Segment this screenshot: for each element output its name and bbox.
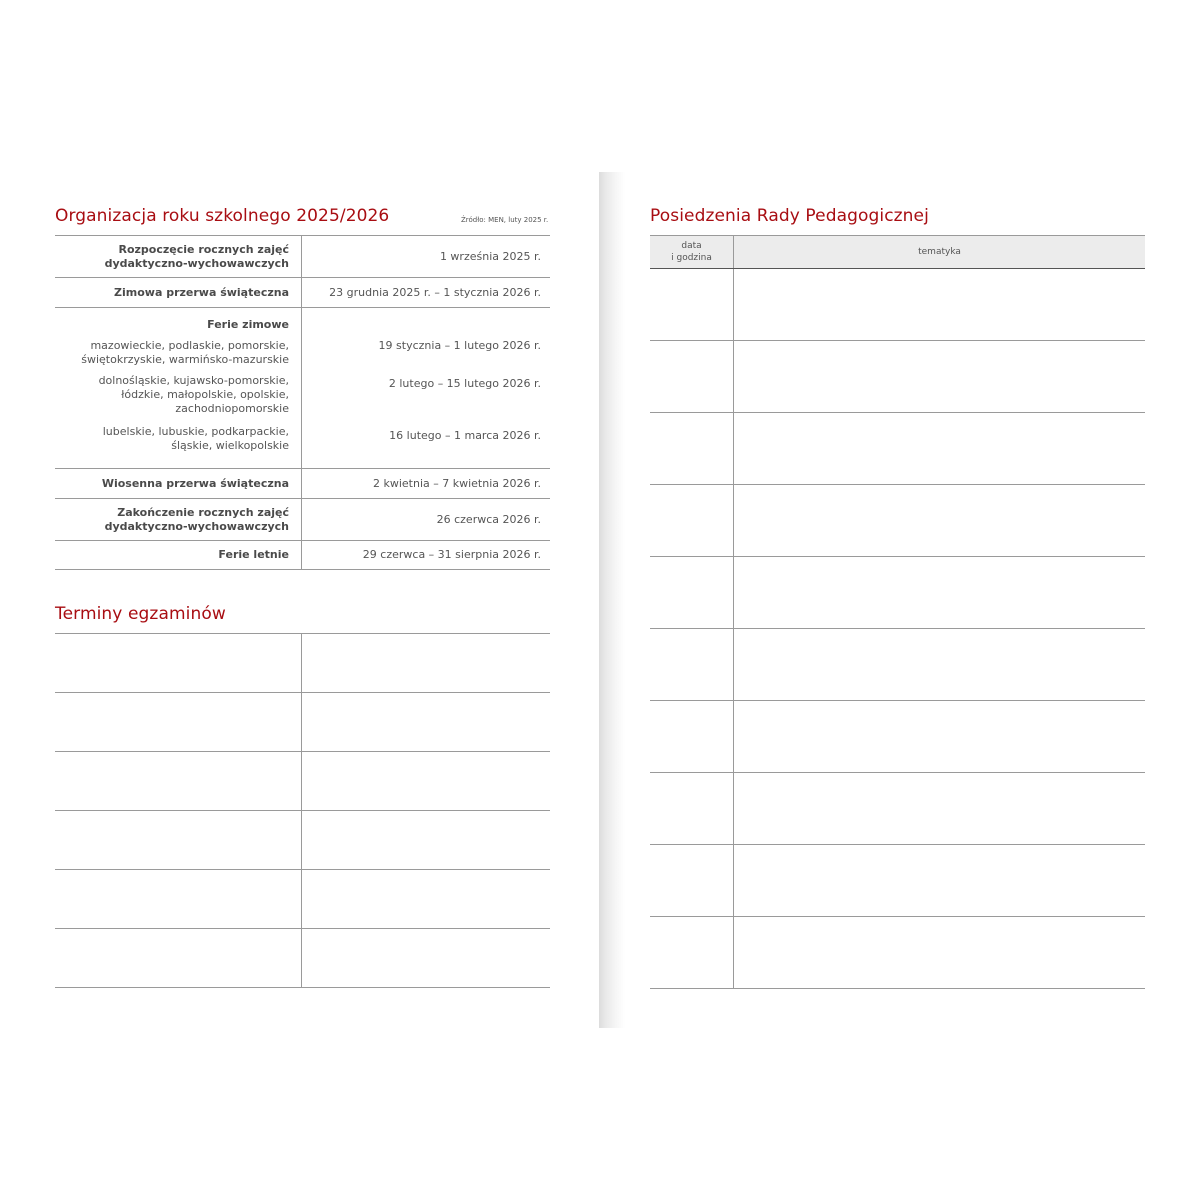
table-row-winter-break: [55, 308, 550, 469]
topic-cell[interactable]: [734, 845, 1145, 916]
table-row: [650, 269, 1145, 341]
row-value: 2 kwietnia – 7 kwietnia 2026 r.: [372, 476, 541, 490]
table-row: [55, 236, 550, 278]
row-label: Rozpoczęcie rocznych zajęć: [118, 242, 289, 256]
table-row: [650, 413, 1145, 485]
header-date-time: data i godzina: [650, 236, 734, 268]
table-row: [55, 752, 550, 811]
table-row: [650, 773, 1145, 845]
exam-cell[interactable]: [302, 693, 550, 751]
row-value: 19 stycznia – 1 lutego 2026 r.: [378, 339, 541, 352]
row-value: 23 grudnia 2025 r. – 1 stycznia 2026 r.: [329, 285, 541, 299]
exam-cell[interactable]: [55, 693, 302, 751]
exam-cell[interactable]: [55, 634, 302, 692]
exam-cell[interactable]: [55, 870, 302, 928]
exams-title: Terminy egzaminów: [55, 604, 226, 624]
table-row: [650, 485, 1145, 557]
exam-cell[interactable]: [302, 811, 550, 869]
topic-cell[interactable]: [734, 341, 1145, 412]
exam-cell[interactable]: [302, 870, 550, 928]
org-title: Organizacja roku szkolnego 2025/2026: [55, 206, 390, 226]
exam-cell[interactable]: [302, 752, 550, 810]
date-cell[interactable]: [650, 917, 734, 988]
date-cell[interactable]: [650, 557, 734, 628]
exam-cell[interactable]: [302, 929, 550, 987]
source-note: Źródło: MEN, luty 2025 r.: [461, 216, 549, 224]
row-label: Zimowa przerwa świąteczna: [114, 285, 289, 299]
date-cell[interactable]: [650, 485, 734, 556]
row-label: Wiosenna przerwa świąteczna: [101, 476, 289, 490]
topic-cell[interactable]: [734, 701, 1145, 772]
exam-cell[interactable]: [302, 634, 550, 692]
row-label: dydaktyczno-wychowawczych: [104, 519, 289, 533]
table-row: [55, 811, 550, 870]
table-header: [650, 236, 1145, 269]
exam-cell[interactable]: [55, 811, 302, 869]
topic-cell[interactable]: [734, 629, 1145, 700]
topic-cell[interactable]: [734, 485, 1145, 556]
table-row: [650, 701, 1145, 773]
date-cell[interactable]: [650, 413, 734, 484]
row-value: 29 czerwca – 31 sierpnia 2026 r.: [362, 548, 541, 561]
table-row: [55, 499, 550, 541]
row-label: dydaktyczno-wychowawczych: [104, 256, 289, 270]
date-cell[interactable]: [650, 701, 734, 772]
table-row: [55, 870, 550, 929]
date-cell[interactable]: [650, 269, 734, 340]
header-topic: tematyka: [918, 247, 961, 257]
table-row: [55, 634, 550, 693]
table-row: [650, 557, 1145, 629]
row-label: Ferie zimowe: [207, 318, 289, 331]
date-cell[interactable]: [650, 629, 734, 700]
table-row: [55, 469, 550, 499]
table-row: [55, 278, 550, 308]
region-group-1: mazowieckie, podlaskie, pomorskie, świętokrzyskie, warmińsko-mazurskie: [81, 339, 289, 366]
date-cell[interactable]: [650, 341, 734, 412]
region-group-2: dolnośląskie, kujawsko-pomorskie, łódzkie, małopolskie, opolskie, zachodniopomorskie: [98, 374, 289, 415]
topic-cell[interactable]: [734, 917, 1145, 988]
row-label: Ferie letnie: [218, 548, 289, 561]
meetings-table: [650, 235, 1145, 989]
row-value: 2 lutego – 15 lutego 2026 r.: [388, 377, 541, 390]
region-group-3: lubelskie, lubuskie, podkarpackie, śląskie, wielkopolskie: [102, 425, 289, 452]
table-row: [650, 341, 1145, 413]
topic-cell[interactable]: [734, 269, 1145, 340]
school-year-table: [55, 235, 550, 570]
date-cell[interactable]: [650, 845, 734, 916]
topic-cell[interactable]: [734, 557, 1145, 628]
meetings-title: Posiedzenia Rady Pedagogicznej: [650, 206, 929, 226]
row-label: Zakończenie rocznych zajęć: [117, 505, 289, 519]
row-value: 1 września 2025 r.: [439, 249, 541, 263]
table-row: [650, 845, 1145, 917]
table-row: [650, 629, 1145, 701]
exam-cell[interactable]: [55, 752, 302, 810]
topic-cell[interactable]: [734, 413, 1145, 484]
date-cell[interactable]: [650, 773, 734, 844]
topic-cell[interactable]: [734, 773, 1145, 844]
table-row: [55, 929, 550, 988]
row-value: 16 lutego – 1 marca 2026 r.: [389, 429, 541, 442]
page-spine-shadow: [599, 172, 625, 1028]
exams-grid: [55, 633, 550, 988]
exam-cell[interactable]: [55, 929, 302, 987]
row-value: 26 czerwca 2026 r.: [436, 512, 541, 526]
table-row: [55, 693, 550, 752]
table-row: [650, 917, 1145, 989]
table-row: [55, 541, 550, 570]
